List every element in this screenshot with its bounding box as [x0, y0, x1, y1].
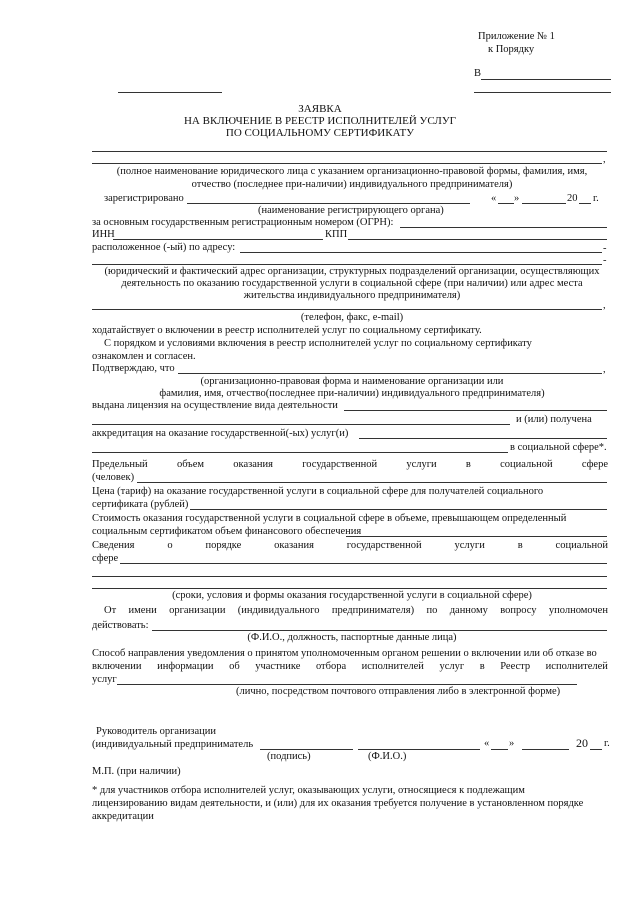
registered-label: зарегистрировано — [104, 193, 184, 204]
ogrn-label: за основным государственным регистрационным номером (ОГРН): — [92, 217, 394, 228]
head-label-2: (индивидуальный предприниматель — [92, 739, 254, 750]
addressee-line-left[interactable] — [118, 92, 222, 93]
address-hint-3: жительства индивидуального предпринимателя) — [243, 290, 461, 301]
address-hint-2: деятельность по оказанию государственной услуги в социальной сфере (при наличии) или адрес места — [121, 278, 583, 289]
kpp-label: КПП — [325, 229, 348, 240]
familiar-text-2: ознакомлен и согласен. — [92, 351, 196, 362]
authorized-person-hint: (Ф.И.О., должность, паспортные данные лица) — [247, 632, 457, 643]
kpp-field[interactable] — [348, 239, 607, 240]
org-name-hint-2: отчество (последнее при-наличии) индивидуального предпринимателя) — [191, 179, 513, 190]
ogrn-field[interactable] — [400, 227, 607, 228]
accreditation-label: аккредитация на оказание государственной(-ых) услуг(и) — [92, 428, 349, 439]
sign-date-quote-close: » — [509, 738, 515, 749]
sign-year-suffix: г. — [604, 738, 610, 749]
info-field-2[interactable] — [92, 576, 607, 577]
familiar-text-1: С порядком и условиями включения в реестр исполнителей услуг по социальному сертификату — [104, 338, 532, 349]
info-field-1[interactable] — [120, 563, 607, 564]
notify-label: услуг — [92, 674, 117, 685]
auth-label: действовать: — [92, 620, 149, 631]
addressee-line-2[interactable] — [474, 92, 611, 93]
cost-field[interactable] — [346, 536, 607, 537]
info-field-3[interactable] — [92, 588, 607, 589]
org-name-line-1[interactable] — [92, 151, 607, 152]
date-quote-close: » — [514, 193, 520, 204]
doc-title-3: ПО СОЦИАЛЬНОМУ СЕРТИФИКАТУ — [225, 127, 415, 139]
addressee-line-1[interactable] — [481, 79, 611, 80]
reg-year-prefix: 20 — [567, 193, 578, 204]
fio-hint: (Ф.И.О.) — [368, 751, 407, 762]
address-label: расположенное (-ый) по адресу: — [92, 242, 236, 253]
inn-label: ИНН — [92, 229, 115, 240]
notify-line-2: включении информации об участнике отбора исполнителей услуг в Реестр исполнителей — [92, 661, 608, 672]
license-field-1[interactable] — [344, 410, 607, 411]
registration-authority-field[interactable] — [187, 203, 470, 204]
license-label: выдана лицензия на осуществление вида деятельности — [92, 400, 338, 411]
sign-month-field[interactable] — [522, 749, 569, 750]
license-field-2[interactable] — [92, 424, 510, 425]
sign-year-prefix: 20 — [576, 736, 588, 750]
limit-line-1: Предельный объем оказания государственной услуги в социальной сфере — [92, 459, 608, 470]
org-name-hint-1: (полное наименование юридического лица с указанием организационно-правовой формы, фамилия, имя, — [116, 166, 588, 177]
stamp-label: М.П. (при наличии) — [92, 766, 181, 777]
footnote-line-1: * для участников отбора исполнителей услуг, оказывающих услуги, относящиеся к подлежащим — [92, 785, 525, 796]
info-label: сфере — [92, 553, 119, 564]
accreditation-field-2[interactable] — [92, 452, 508, 453]
doc-title: ЗАЯВКА — [298, 103, 342, 115]
authorized-person-field[interactable] — [152, 630, 607, 631]
cost-line-2: социальным сертификатом объем финансового обеспечения — [92, 526, 362, 537]
petition-text: ходатайствует о включении в реестр исполнителей услуг по социальному сертификату. — [92, 325, 482, 336]
footnote-line-3: аккредитации — [92, 811, 154, 822]
reg-month-field[interactable] — [522, 203, 566, 204]
limit-label: (человек) — [92, 472, 135, 483]
in-social-sphere-text: в социальной сфере*. — [510, 442, 607, 453]
signature-hint: (подпись) — [267, 751, 311, 762]
phone-hint: (телефон, факс, e-mail) — [300, 312, 404, 323]
andor-text: и (или) получена — [516, 414, 592, 425]
sign-day-field[interactable] — [491, 749, 508, 750]
addressee-label: В — [474, 68, 482, 79]
auth-line-1: От имени организации (индивидуального предпринимателя) по данному вопросу уполномочен — [104, 605, 608, 616]
terms-hint: (сроки, условия и формы оказания государственной услуги в социальной сфере) — [172, 590, 532, 601]
address-field-1[interactable] — [240, 252, 602, 253]
reg-authority-hint: (наименование регистрирующего органа) — [258, 205, 444, 216]
price-field[interactable] — [190, 509, 607, 510]
confirm-label: Подтверждаю, что — [92, 363, 175, 374]
sign-date-quote-open: « — [484, 738, 490, 749]
info-line-1: Сведения о порядке оказания государственной услуги в социальной — [92, 540, 608, 551]
cost-line-1: Стоимость оказания государственной услуги в социальной сфере в объеме, превышающем определенный — [92, 513, 567, 524]
confirm-org-hint-1: (организационно-правовая форма и наименование организации или — [200, 376, 504, 387]
limit-field[interactable] — [137, 482, 607, 483]
sign-year-field[interactable] — [590, 749, 602, 750]
org-name-line-2[interactable] — [92, 163, 602, 164]
appendix-line-1: Приложение № 1 — [478, 31, 555, 42]
notification-hint: (лично, посредством почтового отправления либо в электронной форме) — [236, 686, 561, 697]
reg-day-field[interactable] — [498, 203, 514, 204]
notify-line-1: Способ направления уведомления о принятом уполномоченным органом решении о включении или об отказе во — [92, 648, 597, 659]
signature-field[interactable] — [260, 749, 353, 750]
address-field-2[interactable] — [92, 264, 602, 265]
date-quote-open: « — [491, 193, 497, 204]
doc-title-2: НА ВКЛЮЧЕНИЕ В РЕЕСТР ИСПОЛНИТЕЛЕЙ УСЛУГ — [183, 115, 457, 127]
address-hint-1: (юридический и фактический адрес организации, структурных подразделений организации, осуществляющих — [104, 266, 600, 277]
reg-year-field[interactable] — [579, 203, 591, 204]
inn-field[interactable] — [113, 239, 323, 240]
notification-method-field[interactable] — [117, 684, 577, 685]
price-line-2: сертификата (рублей) — [92, 499, 189, 510]
price-line-1: Цена (тариф) на оказание государственной услуги в социальной сфере для получателей социального — [92, 486, 544, 497]
reg-year-suffix: г. — [593, 193, 599, 204]
confirm-org-hint-2: фамилия, имя, отчество(последнее при-наличии) индивидуального предпринимателя) — [159, 388, 545, 399]
footnote-line-2: лицензированию видам деятельности, и (или) для их оказания требуется получение в установленном порядке — [92, 798, 584, 809]
head-label-1: Руководитель организации — [96, 726, 216, 737]
accreditation-field-1[interactable] — [359, 438, 607, 439]
phone-field[interactable] — [92, 309, 602, 310]
appendix-line-2: к Порядку — [488, 44, 535, 55]
confirm-org-field[interactable] — [178, 373, 602, 374]
fio-field[interactable] — [358, 749, 480, 750]
